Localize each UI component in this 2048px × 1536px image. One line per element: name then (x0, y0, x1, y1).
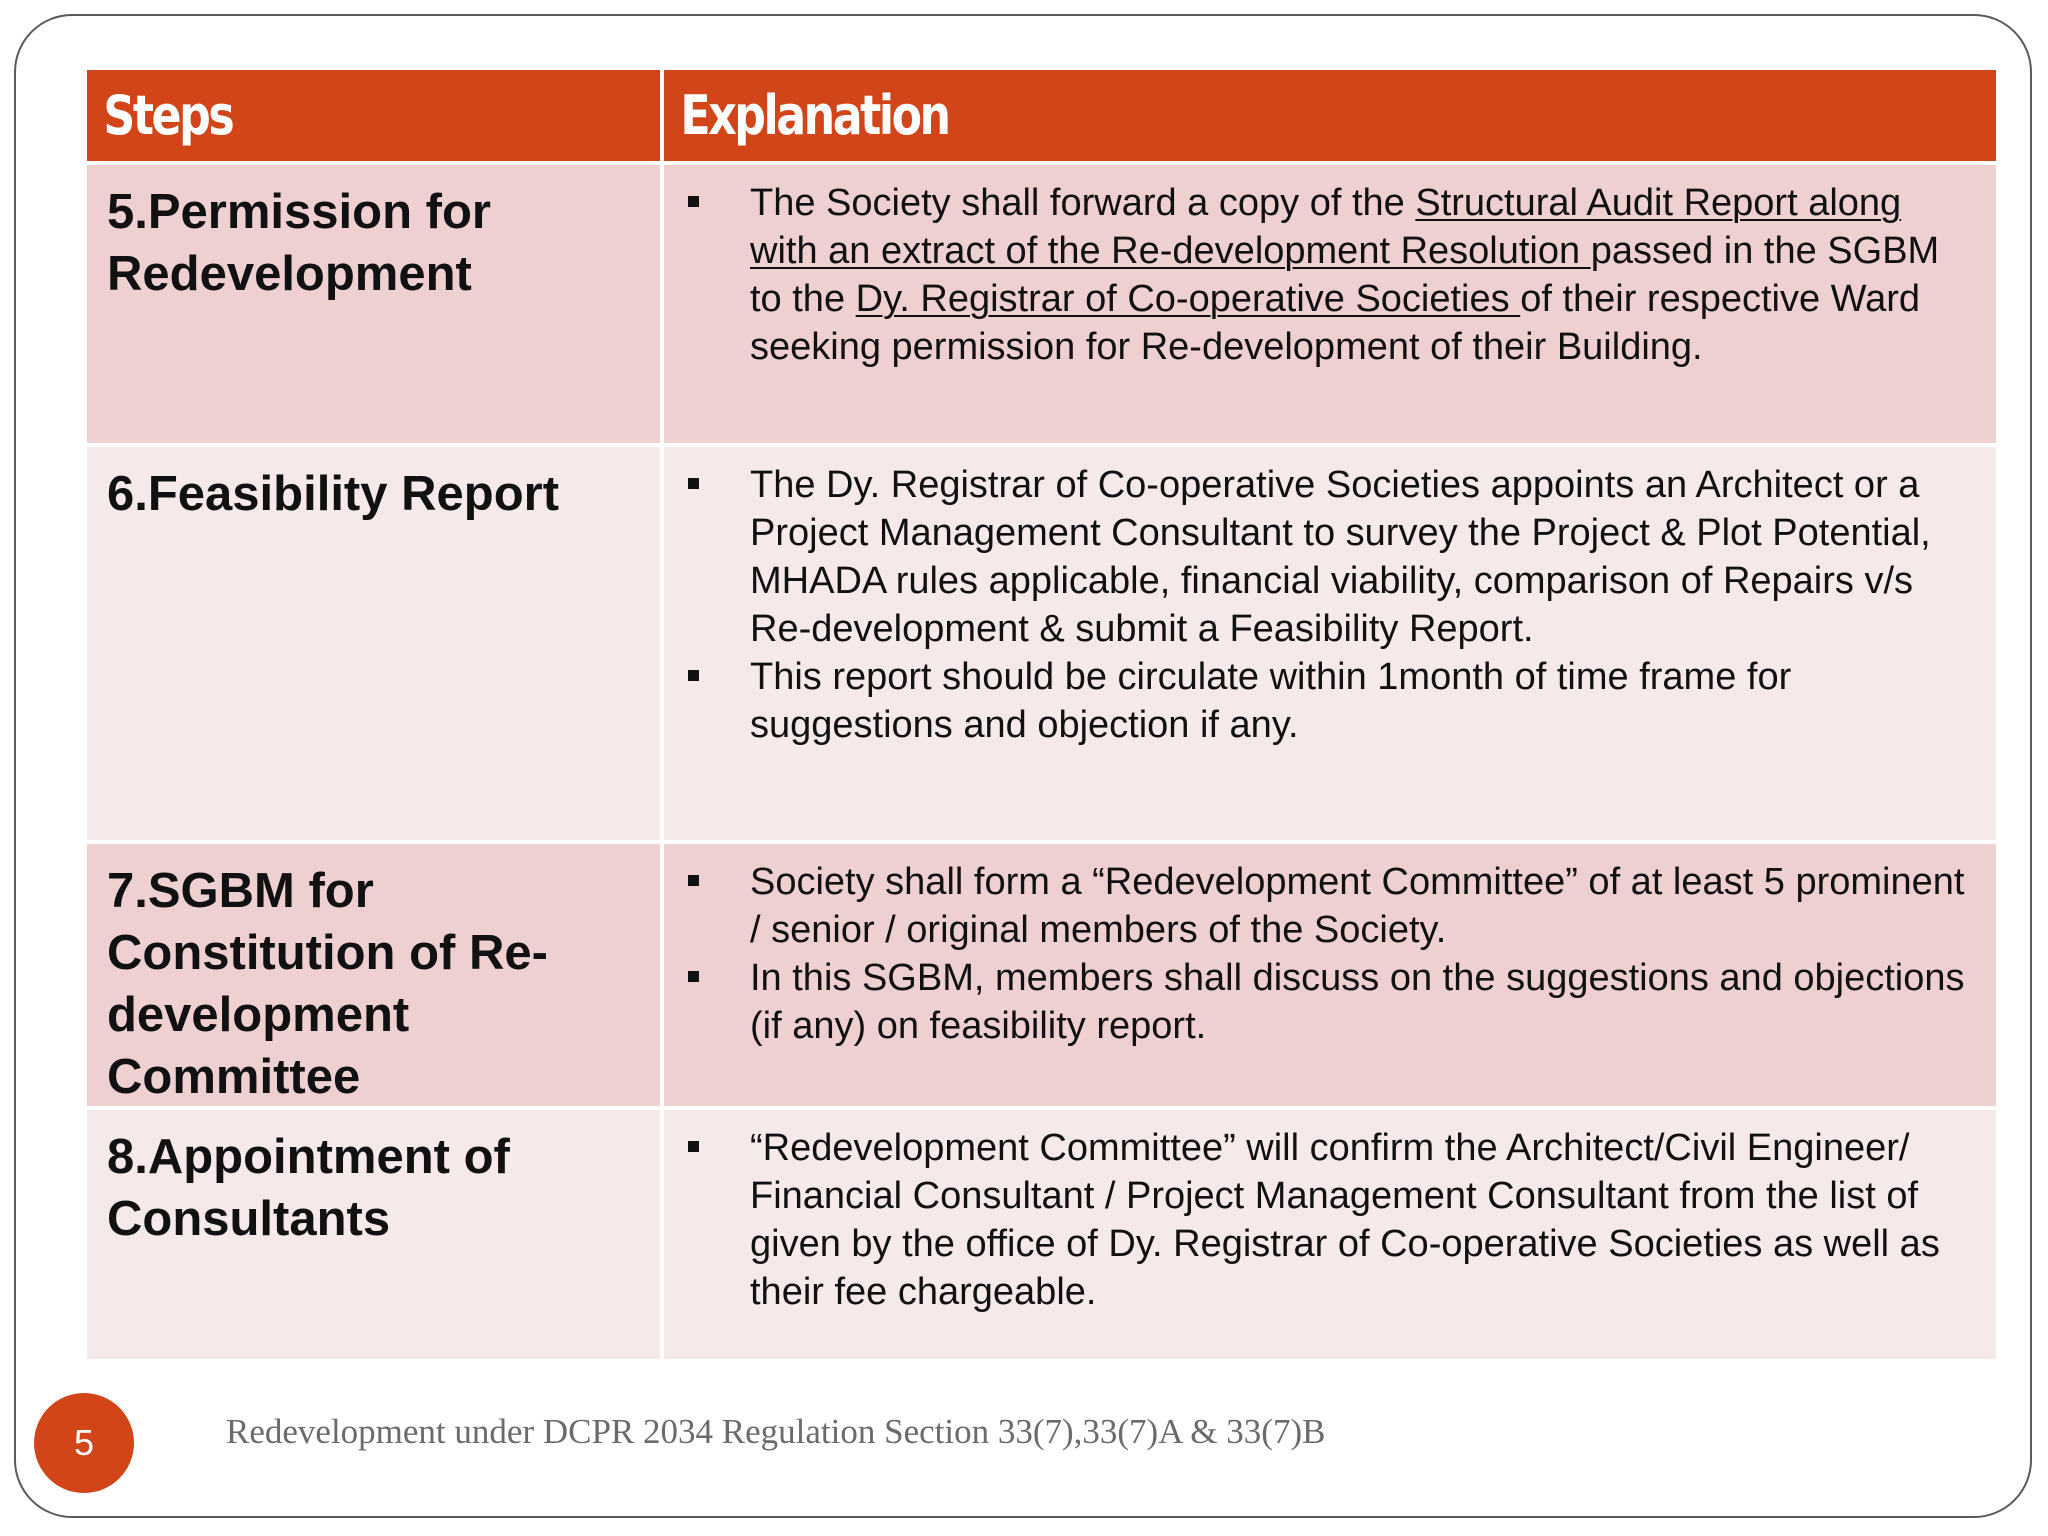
steps-table (87, 70, 1996, 1359)
header-explanation: Explanation (680, 84, 949, 147)
bullet-text: The Society shall forward a copy of the Structural Audit Report along with an extract of the Re-development Resolution passed in the SGBM to the Dy. Registrar of Co-operative Societies of their respective Ward seeking permission for Re-development of their Building. (750, 182, 1940, 368)
bullet-icon (684, 1124, 750, 1316)
bullet-text: “Redevelopment Committee” will confirm the Architect/Civil Engineer/ Financial Consultant / Project Management Consultant from the list of given by the office of Dy. Registrar of Co-operative Societies as well as their fee chargeable. (750, 1127, 1940, 1313)
bullet-item (684, 858, 1976, 954)
table-header (87, 70, 1996, 165)
bullet-item (684, 1124, 1976, 1316)
bullet-icon (684, 954, 750, 1050)
bullet-icon (684, 653, 750, 749)
table-row (87, 447, 1996, 844)
bullet-item (684, 179, 1976, 371)
header-steps: Steps (103, 84, 233, 147)
step-title: 7.SGBM for Constitution of Re-development Committee (87, 844, 664, 1106)
bullet-text: In this SGBM, members shall discuss on the suggestions and objections (if any) on feasibility report. (750, 957, 1965, 1047)
step-title: 5.Permission for Redevelopment (87, 165, 664, 443)
bullet-text: The Dy. Registrar of Co-operative Societies appoints an Architect or a Project Management Consultant to survey the Project & Plot Potential, MHADA rules applicable, financial viability, comparison of Repairs v/s Re-development & submit a Feasibility Report. (750, 464, 1931, 650)
bullet-text: Society shall form a “Redevelopment Committee” of at least 5 prominent / senior / original members of the Society. (750, 861, 1965, 951)
footer-text: Redevelopment under DCPR 2034 Regulation Section 33(7),33(7)A & 33(7)B (226, 1412, 1326, 1451)
bullet-item (684, 653, 1976, 749)
step-explanation (664, 844, 1996, 1106)
bullet-item (684, 461, 1976, 653)
table-row (87, 165, 1996, 447)
bullet-item (684, 954, 1976, 1050)
page-number-badge: 5 (34, 1393, 134, 1493)
step-title: 6.Feasibility Report (87, 447, 664, 840)
bullet-text: This report should be circulate within 1month of time frame for suggestions and objection if any. (750, 656, 1792, 746)
step-explanation (664, 165, 1996, 443)
table-row (87, 1110, 1996, 1359)
step-title: 8.Appointment of Consultants (87, 1110, 664, 1359)
table-row (87, 844, 1996, 1110)
step-explanation (664, 447, 1996, 840)
bullet-icon (684, 179, 750, 371)
bullet-icon (684, 461, 750, 653)
step-explanation (664, 1110, 1996, 1359)
bullet-icon (684, 858, 750, 954)
